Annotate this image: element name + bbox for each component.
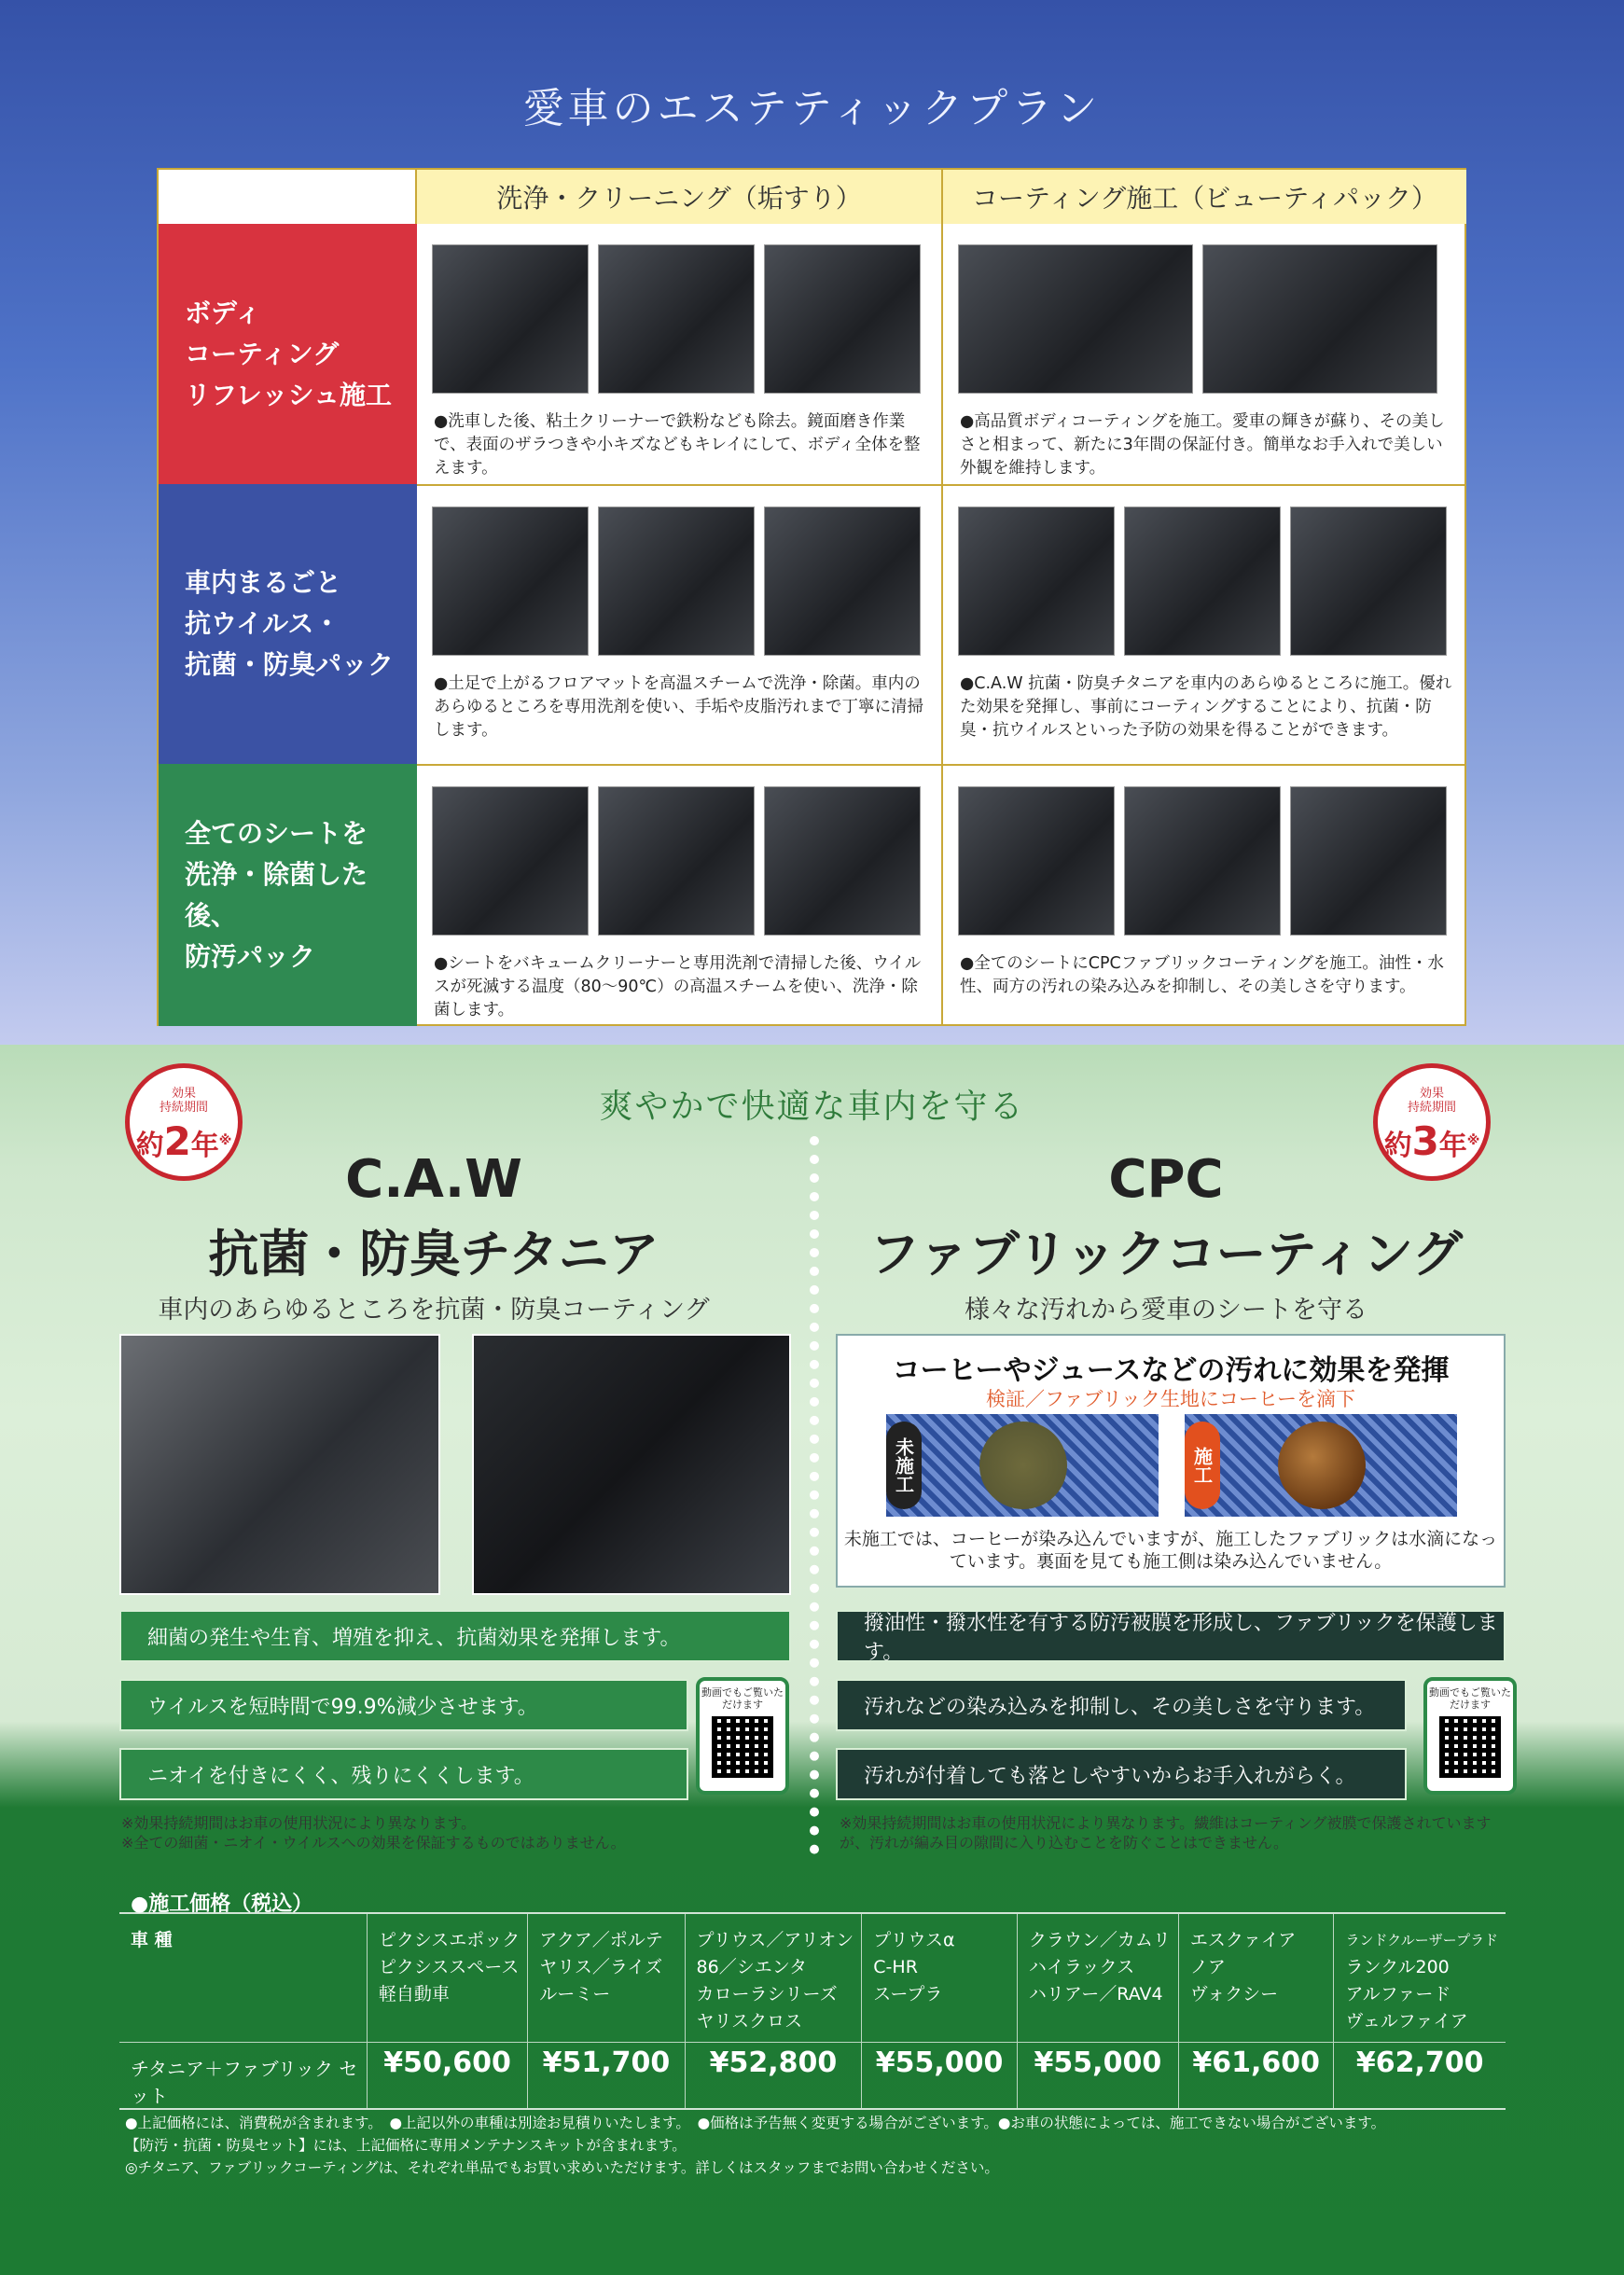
dotted-divider — [810, 1136, 819, 1854]
video-qr-code[interactable] — [1423, 1677, 1517, 1795]
photo-car-interior-mist — [119, 1334, 440, 1595]
badge-duration: 約3年※ — [1383, 1118, 1480, 1164]
qr-caption: 動画でもご覧いただけます — [1429, 1686, 1511, 1711]
row-label-interior — [159, 484, 417, 764]
qr-caption: 動画でもご覧いただけます — [701, 1686, 784, 1711]
qr-code-icon — [1439, 1716, 1501, 1778]
photo-spray-seat — [1124, 506, 1281, 656]
treated-tag: 施工 — [1185, 1422, 1220, 1509]
photo-wash-seat — [598, 786, 755, 936]
photo-steam-mat — [432, 506, 589, 656]
caw-feature: ニオイを付きにくく、残りにくくします。 — [119, 1748, 688, 1800]
photo-wipe-body — [598, 244, 755, 394]
cpc-feature: 撥油性・撥水性を有する防汚被膜を形成し、ファブリックを保護します。 — [836, 1610, 1506, 1662]
plan-section — [0, 0, 1624, 1045]
cell-desc: ●高品質ボディコーティングを施工。愛車の輝きが蘇り、その美しさと相まって、新たに3年間の保証付き。簡単なお手入れで美しい外観を維持します。 — [960, 412, 1445, 478]
cell-desc: ●土足で上がるフロアマットを高温スチームで洗浄・除菌。車内のあらゆるところを専用洗剤を使い、手垢や皮脂汚れまで丁寧に清掃します。 — [434, 674, 923, 740]
plan-col-cleaning: 洗浄・クリーニング（垢すり） — [417, 170, 943, 224]
badge-duration: 約2年※ — [135, 1118, 232, 1164]
cpc-test-box — [836, 1334, 1506, 1588]
badge-small-text: 効果 持続期間 — [159, 1087, 208, 1115]
photo-polisher — [764, 244, 921, 394]
caw-product-name: 抗菌・防臭チタニア — [208, 1225, 659, 1283]
model-cell: プリウス／アリオン 86／シエンタ カローラシリーズ ヤリスクロス — [685, 1913, 862, 2042]
products-title: 爽やかで快適な車内を守る — [599, 1088, 1025, 1126]
row-label-line: 車内まるごと — [185, 567, 342, 598]
row-label-line: 全てのシートを — [185, 817, 368, 849]
caw-subtitle: 車内のあらゆるところを抗菌・防臭コーティング — [158, 1296, 710, 1325]
photo-vacuum-seat — [432, 786, 589, 936]
note-line: 【防汚・抗菌・防臭セット】には、上記価格に専用メンテナンスキットが含まれます。 — [125, 2137, 687, 2154]
set-label: チタニア＋ファブリック セット — [119, 2042, 367, 2109]
video-qr-code[interactable] — [696, 1677, 789, 1795]
cell-desc: ●洗車した後、粘土クリーナーで鉄粉なども除去。鏡面磨き作業で、表面のザラつきや小キズなどもキレイにして、ボディ全体を整えます。 — [434, 412, 921, 478]
cell-desc: ●C.A.W 抗菌・防臭チタニアを車内のあらゆるところに施工。優れた効果を発揮し、事前にコーティングすることにより、抗菌・防臭・抗ウイルスといった予防の効果を得ることができます。 — [960, 674, 1452, 740]
model-cell: ピクシスエポック ピクシススペース 軽自動車 — [367, 1913, 527, 2042]
note-line: ◎チタニア、ファブリックコーティングは、それぞれ単品でもお買い求めいただけます。詳しくはスタッフまでお問い合わせください。 — [125, 2159, 999, 2176]
photo-spray-dash — [1290, 506, 1447, 656]
photo-clay-cleaner — [432, 244, 589, 394]
model-cell: ランドクルーザープラド ランクル200 アルファード ヴェルファイア — [1334, 1913, 1506, 2042]
note-line: ※効果持続期間はお車の使用状況により異なります。繊維はコーティング被膜で保護されていますが、汚れが編み目の隙間に入り込むことを防ぐことはできません。 — [840, 1814, 1492, 1852]
note-line: ※効果持続期間はお車の使用状況により異なります。 — [121, 1814, 477, 1832]
cpc-feature: 汚れが付着しても落としやすいからお手入れがらく。 — [836, 1748, 1407, 1800]
price-heading: ●施工価格（税込） — [131, 1893, 313, 1916]
caw-title: C.A.W — [345, 1149, 522, 1210]
badge-small-text: 効果 持続期間 — [1407, 1087, 1456, 1115]
price-notes — [125, 2112, 1524, 2179]
caw-notes — [121, 1813, 774, 1852]
photo-wipe-interior — [764, 506, 921, 656]
row-label-seats — [159, 764, 417, 1026]
photo-steam-seat — [764, 786, 921, 936]
cpc-notes — [840, 1813, 1511, 1852]
model-label: 車 種 — [119, 1913, 367, 2042]
note-line: ※全ての細菌・ニオイ・ウイルスへの効果を保証するものではありません。 — [121, 1834, 626, 1852]
cell-interior-cleaning — [417, 484, 943, 764]
cell-seats-coating — [943, 764, 1466, 1026]
plan-table — [157, 168, 1466, 1026]
photo-wipe-dashboard — [598, 506, 755, 656]
model-cell: エスクァイア ノア ヴォクシー — [1178, 1913, 1334, 2042]
cell-desc: ●全てのシートにCPCファブリックコーティングを施工。油性・水性、両方の汚れの染み込みを抑制し、その美しさを守ります。 — [960, 954, 1444, 996]
photo-coat-seat — [958, 786, 1115, 936]
row-label-body — [159, 224, 417, 484]
row-label-line: コーティング — [185, 338, 340, 369]
plan-head-blank — [159, 170, 417, 224]
model-cell: クラウン／カムリ ハイラックス ハリアー／RAV4 — [1017, 1913, 1178, 2042]
cell-seats-cleaning — [417, 764, 943, 1026]
cpc-box-subtitle: 検証／ファブリック生地にコーヒーを滴下 — [985, 1388, 1356, 1410]
cpc-product-name: ファブリックコーティング — [868, 1225, 1464, 1283]
price-cell: ¥50,600 — [367, 2042, 527, 2109]
fabric-untreated — [886, 1414, 1159, 1517]
plan-title: 愛車のエステティックプラン — [522, 85, 1102, 132]
cell-interior-coating — [943, 484, 1466, 764]
caw-feature: 細菌の発生や生育、増殖を抑え、抗菌効果を発揮します。 — [119, 1610, 791, 1662]
photo-coating-hood — [958, 244, 1193, 394]
photo-spray-floor — [958, 506, 1115, 656]
untreated-tag: 未施工 — [886, 1422, 922, 1509]
row-label-line: 防汚パック — [185, 940, 316, 972]
price-cell: ¥51,700 — [528, 2042, 685, 2109]
row-label-line: ボディ — [185, 297, 261, 328]
cell-body-coating — [943, 224, 1466, 484]
row-label-line: リフレッシュ施工 — [185, 379, 393, 410]
qr-code-icon — [712, 1716, 773, 1778]
photo-spray-seat-closeup — [472, 1334, 791, 1595]
coffee-droplet — [1278, 1422, 1366, 1509]
cpc-title: CPC — [1108, 1149, 1224, 1210]
price-cell: ¥52,800 — [685, 2042, 862, 2109]
fabric-treated — [1185, 1414, 1457, 1517]
model-cell: アクア／ポルテ ヤリス／ライズ ルーミー — [528, 1913, 685, 2042]
cell-body-cleaning — [417, 224, 943, 484]
price-cell: ¥61,600 — [1178, 2042, 1334, 2109]
cell-desc: ●シートをバキュームクリーナーと専用洗剤で清掃した後、ウイルスが死滅する温度（80〜90℃）の高温スチームを使い、洗浄・除菌します。 — [434, 954, 922, 1020]
photo-coating-worker — [1202, 244, 1437, 394]
row-label-line: 抗ウイルス・ — [185, 608, 340, 639]
row-label-line: 洗浄・除菌した後、 — [185, 858, 368, 931]
coffee-stain-absorbed — [979, 1422, 1067, 1509]
price-table — [119, 1912, 1506, 2110]
plan-col-coating: コーティング施工（ビューティパック） — [943, 170, 1466, 224]
note-line: ●上記価格には、消費税が含まれます。 ●上記以外の車種は別途お見積りいたします。 ●価格は予告無く変更する場合がございます。●お車の状態によっては、施工できない場合がございます。 — [125, 2115, 1386, 2131]
price-cell: ¥55,000 — [1017, 2042, 1178, 2109]
cpc-feature: 汚れなどの染み込みを抑制し、その美しさを守ります。 — [836, 1679, 1407, 1731]
price-cell: ¥55,000 — [862, 2042, 1018, 2109]
cpc-box-note: 未施工では、コーヒーが染み込んでいますが、施工したファブリックは水滴になっています。裏面を見ても施工側は染み込んでいません。 — [843, 1529, 1498, 1572]
photo-coat-cushion — [1124, 786, 1281, 936]
caw-feature: ウイルスを短時間で99.9%減少させます。 — [119, 1679, 688, 1731]
model-cell: プリウスα C-HR スープラ — [862, 1913, 1018, 2042]
price-cell: ¥62,700 — [1334, 2042, 1506, 2109]
cpc-box-title: コーヒーやジュースなどの汚れに効果を発揮 — [892, 1354, 1450, 1387]
cpc-subtitle: 様々な汚れから愛車のシートを守る — [965, 1296, 1367, 1325]
row-label-line: 抗菌・防臭パック — [185, 649, 395, 680]
photo-coat-back — [1290, 786, 1447, 936]
